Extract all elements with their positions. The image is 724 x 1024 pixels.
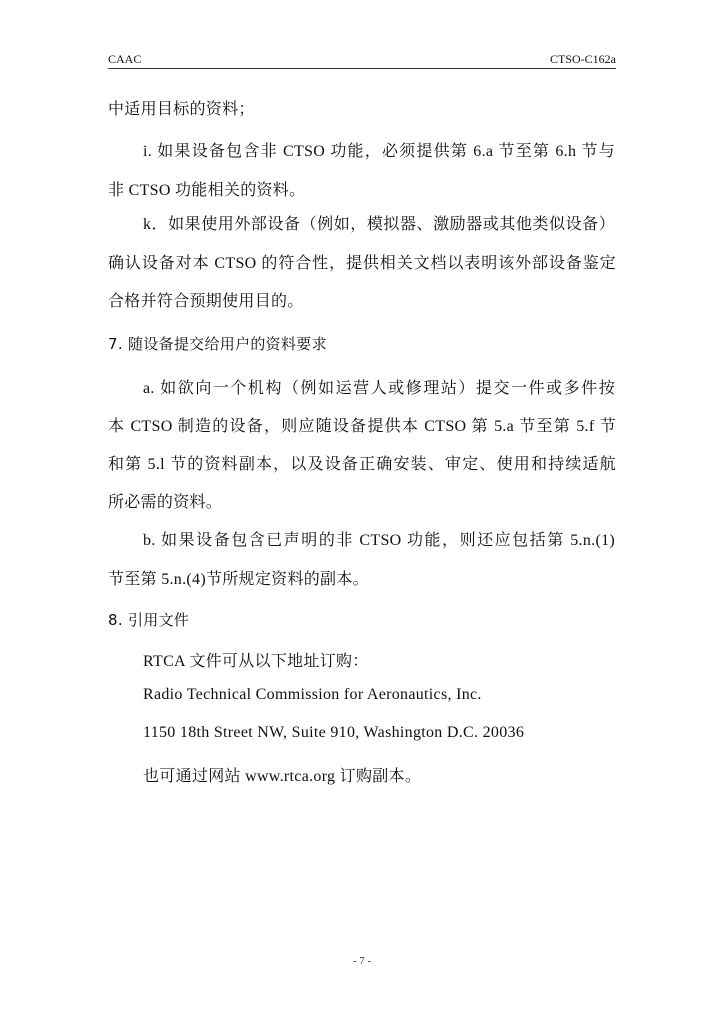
reference-org-name: Radio Technical Commission for Aeronautics, Inc. <box>143 686 482 703</box>
header-doc-id: CTSO-C162a <box>550 52 616 66</box>
item-i-line-1: i. 如果设备包含非 CTSO 功能，必须提供第 6.a 节至第 6.h 节与 <box>143 143 615 160</box>
section-8-heading: 8. 引用文件 <box>108 611 190 629</box>
reference-address: 1150 18th Street NW, Suite 910, Washington D.C. 20036 <box>143 724 525 741</box>
item-k-line-1: k．如果使用外部设备（例如，模拟器、激励器或其他类似设备） <box>143 216 615 233</box>
page-number: - 7 - <box>352 955 372 967</box>
item-a-line-3: 和第 5.l 节的资料副本，以及设备正确安装、审定、使用和持续适航 <box>108 456 616 473</box>
item-i-line-2: 非 CTSO 功能相关的资料。 <box>108 182 306 199</box>
item-k-line-2: 确认设备对本 CTSO 的符合性，提供相关文档以表明该外部设备鉴定 <box>108 255 616 272</box>
header-org: CAAC <box>108 52 142 66</box>
item-a-line-2: 本 CTSO 制造的设备，则应随设备提供本 CTSO 第 5.a 节至第 5.f 节 <box>108 418 616 435</box>
item-b-line-1: b. 如果设备包含已声明的非 CTSO 功能，则还应包括第 5.n.(1) <box>143 532 615 549</box>
body-line: 中适用目标的资料； <box>108 101 255 118</box>
reference-line-1: RTCA 文件可从以下地址订购： <box>143 653 369 670</box>
item-a-line-1: a. 如欲向一个机构（例如运营人或修理站）提交一件或多件按 <box>143 380 615 397</box>
item-b-line-2: 节至第 5.n.(4)节所规定资料的副本。 <box>108 571 369 588</box>
page-header <box>108 52 616 69</box>
item-a-line-4: 所必需的资料。 <box>108 494 223 511</box>
item-k-line-3: 合格并符合预期使用目的。 <box>108 293 304 310</box>
section-7-heading: 7. 随设备提交给用户的资料要求 <box>108 335 327 353</box>
reference-website-line: 也可通过网站 www.rtca.org 订购副本。 <box>143 768 422 785</box>
